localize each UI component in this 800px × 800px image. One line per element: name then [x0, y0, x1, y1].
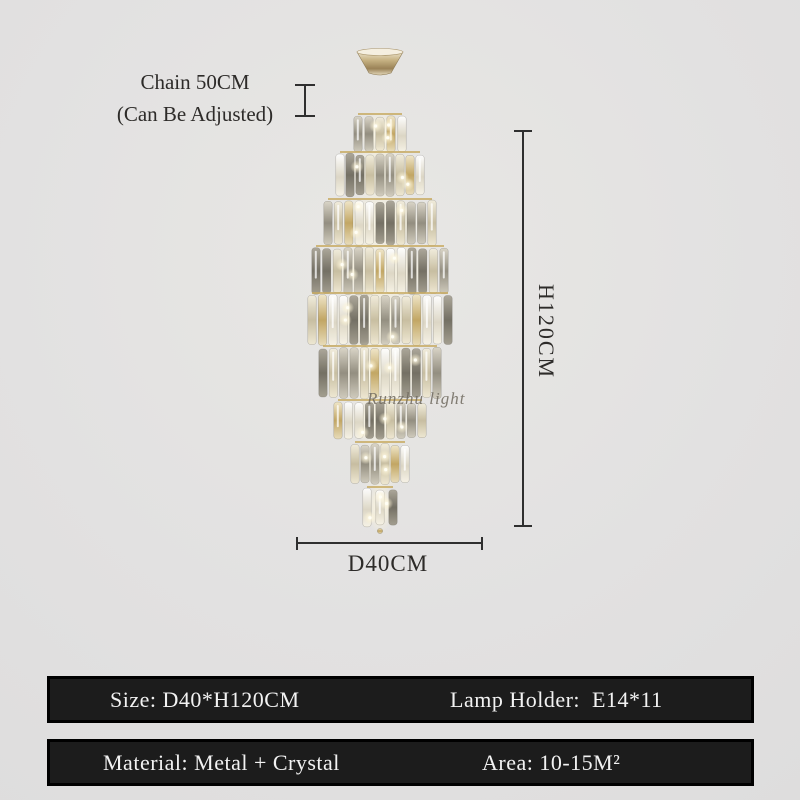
chain-dim-line — [304, 85, 306, 117]
height-dim-line — [522, 131, 524, 527]
chain-dim-cap-bottom — [295, 115, 315, 117]
spec-size-label: Size: D40*H120CM — [110, 687, 300, 712]
spec-bar-material — [47, 739, 754, 786]
height-label: H120CM — [534, 284, 559, 380]
height-dim-cap-bottom — [514, 525, 532, 527]
spec-bar-size — [47, 676, 754, 723]
chain-length-value: Chain 50CM — [140, 70, 250, 94]
height-dim-cap-top — [514, 130, 532, 132]
brand-watermark: Runzhu light — [367, 389, 466, 408]
spec-lamp-holder-label: Lamp Holder: E14*11 — [450, 687, 663, 712]
chain-adjust-note: (Can Be Adjusted) — [116, 102, 274, 126]
canopy-icon — [357, 49, 403, 76]
chain-dim-cap-top — [295, 84, 315, 86]
diameter-dim-line — [296, 542, 483, 544]
chandelier-image — [295, 45, 465, 535]
crystal-tiers — [308, 109, 452, 534]
spec-area-label: Area: 10-15M² — [482, 750, 621, 775]
diameter-dim-cap-right — [481, 537, 483, 550]
chain-length-label — [90, 66, 300, 130]
spec-material-label: Material: Metal + Crystal — [103, 750, 340, 775]
diameter-dim-cap-left — [296, 537, 298, 550]
diameter-label: D40CM — [347, 551, 429, 576]
